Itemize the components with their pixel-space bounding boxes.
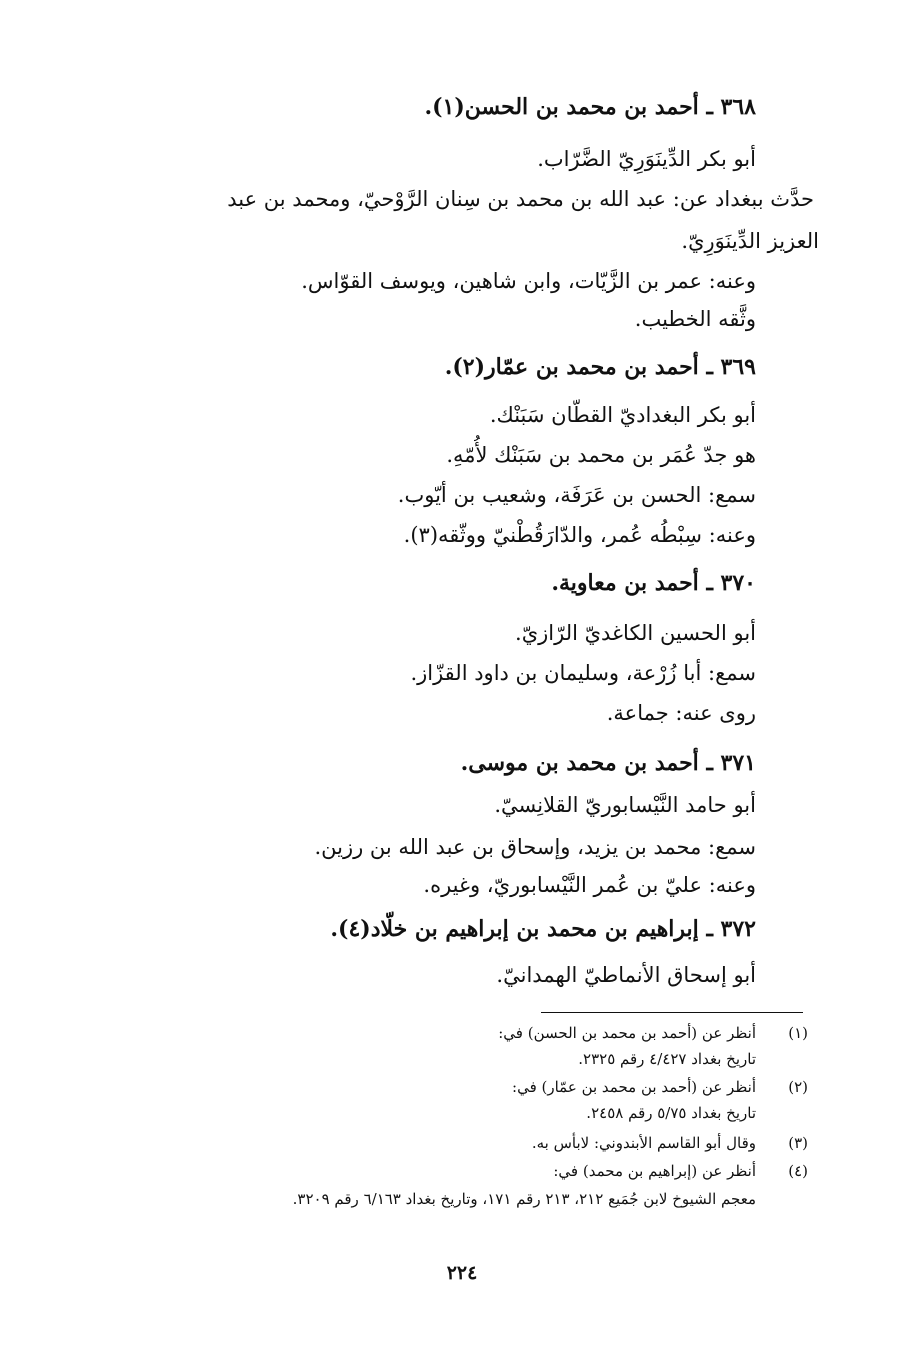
page-number: ٢٢٤ [446,1262,478,1284]
entry-371-kunya: أبو حامد النَّيْسابوريّ القلانِسيّ. [494,793,756,817]
entry-369-heading: ٣٦٩ ـ أحمد بن محمد بن عمّار(٢). [444,354,756,380]
entry-371-students: وعنه: عليّ بن عُمر النَّيْسابوريّ، وغيره. [423,873,756,897]
entry-370-teachers: سمع: أبا زُرْعة، وسليمان بن داود القزّاز. [410,661,756,685]
entry-372-heading: ٣٧٢ ـ إبراهيم بن محمد بن إبراهيم بن خلّاد(٤). [330,916,756,942]
footnote-4-continuation: معجم الشيوخ لابن جُمَيع ٢١٢، ٢١٣ رقم ١٧١، وتاريخ بغداد ٦/١٦٣ رقم ٣٢٠٩. [292,1190,756,1208]
entry-368-grading: وثَّقه الخطيب. [634,307,756,331]
entry-368-heading: ٣٦٨ ـ أحمد بن محمد بن الحسن(١). [424,94,756,120]
entry-368-narrated-from: حدَّث ببغداد عن: عبد الله بن محمد بن سِنان الرَّوْحيّ، ومحمد بن عبد [227,187,814,211]
footnote-1-text: أنظر عن (أحمد بن محمد بن الحسن) في: [498,1024,756,1042]
entry-369-students: وعنه: سِبْطُه عُمر، والدّارَقُطْنيّ ووثّقه(٣). [403,523,756,547]
entry-370-students: روى عنه: جماعة. [606,701,756,725]
footnote-3-number: (٣) [788,1134,808,1152]
entry-369-teachers: سمع: الحسن بن عَرَفَة، وشعيب بن أيّوب. [397,483,756,507]
entry-372-kunya: أبو إسحاق الأنماطيّ الهمدانيّ. [496,963,756,987]
entry-369-relation: هو جدّ عُمَر بن محمد بن سَبَنْك لأُمّهِ. [446,443,756,467]
footnote-4 [553,1160,808,1182]
footnote-3 [532,1132,808,1154]
footnote-1 [498,1022,808,1044]
entry-368-kunya: أبو بكر الدِّينَوَرِيّ الضَّرّاب. [537,147,756,171]
footnote-2-number: (٢) [788,1078,808,1096]
entry-369-kunya: أبو بكر البغداديّ القطّان سَبَنْك. [489,403,756,427]
footnote-1-continuation: تاريخ بغداد ٤/٤٢٧ رقم ٢٣٢٥. [578,1050,756,1068]
entry-370-kunya: أبو الحسين الكاغديّ الرّازيّ. [515,621,756,645]
footnote-2 [512,1076,808,1098]
footnote-3-text: وقال أبو القاسم الأبندوني: لابأس به. [531,1134,756,1152]
footnote-separator [541,1012,803,1013]
entry-368-students: وعنه: عمر بن الزَّيّات، وابن شاهين، ويوسف القوّاس. [301,269,756,293]
entry-371-teachers: سمع: محمد بن يزيد، وإسحاق بن عبد الله بن رزين. [314,835,756,859]
footnote-4-number: (٤) [788,1162,808,1180]
footnote-2-continuation: تاريخ بغداد ٥/٧٥ رقم ٢٤٥٨. [586,1104,756,1122]
footnote-2-text: أنظر عن (أحمد بن محمد بن عمّار) في: [512,1078,756,1096]
entry-368-narrated-from-cont: العزيز الدِّينَوَرِيّ. [681,229,819,253]
entry-371-heading: ٣٧١ ـ أحمد بن محمد بن موسى. [460,750,756,776]
footnote-4-text: أنظر عن (إبراهيم بن محمد) في: [553,1162,756,1180]
entry-370-heading: ٣٧٠ ـ أحمد بن معاوية. [551,570,756,596]
footnote-1-number: (١) [788,1024,808,1042]
